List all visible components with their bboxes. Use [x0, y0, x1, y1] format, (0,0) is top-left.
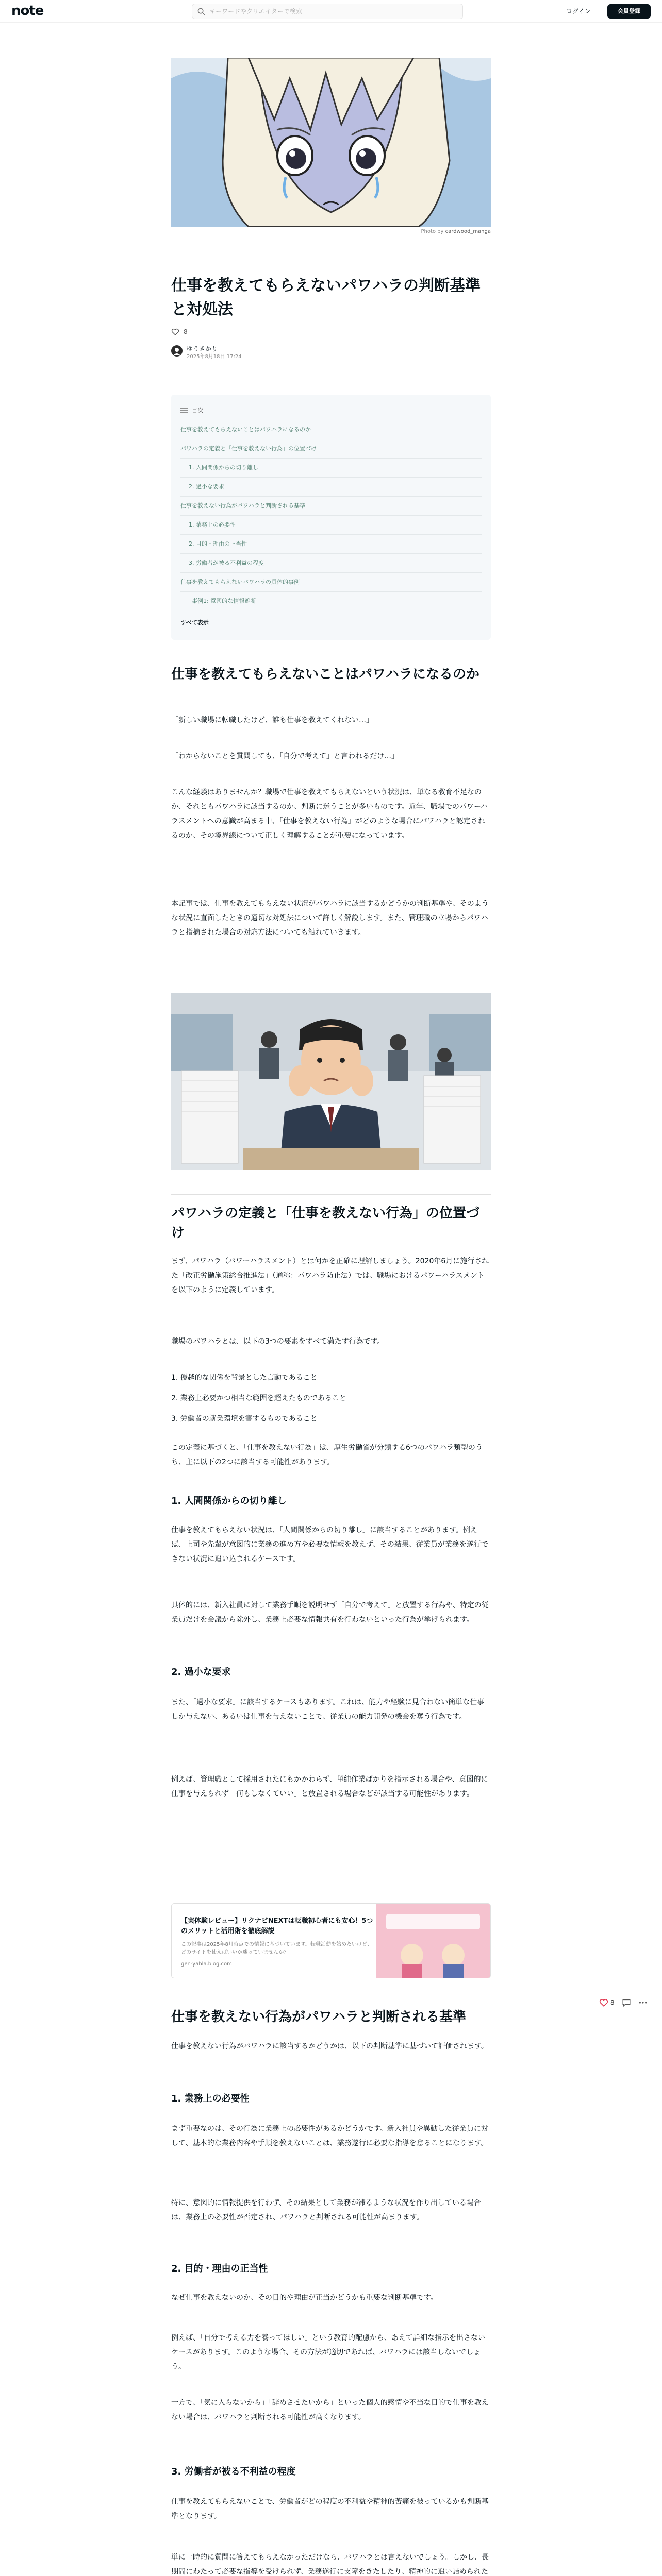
- likes-row: [171, 328, 491, 336]
- paragraph: まず、パワハラ（パワーハラスメント）とは何かを正確に理解しましょう。2020年6月に施行された「改正労働施策総合推進法」（通称：パワハラ防止法）では、職場におけるパワーハラスメントを以下のように定義しています。: [171, 1257, 489, 1294]
- paragraph: 本記事では、仕事を教えてもらえない状況がパワハラに該当するかどうかの判断基準や、そのような状況に直面したときの適切な対処法について詳しく解説します。また、管理職の立場からパワハラと指摘された場合の対応方法についても触れていきます。: [171, 900, 489, 937]
- search-icon: [197, 8, 205, 15]
- list-item: 1. 優越的な関係を背景とした言動であること: [171, 1374, 318, 1382]
- floating-actions: [599, 1998, 648, 2007]
- list-item: 3. 労働者の就業環境を害するものであること: [171, 1415, 318, 1423]
- hero-image: [171, 58, 491, 227]
- toc-item[interactable]: 仕事を教えてもらえないことはパワハラになるのか: [180, 420, 482, 439]
- toc-header: [180, 406, 482, 414]
- signup-button[interactable]: 会員登録: [607, 4, 651, 19]
- paragraph: まず重要なのは、その行為に業務上の必要性があるかどうかです。新入社員や異動した従業員に対して、基本的な業務内容や手順を教えないことは、業務遂行に必要な指導を怠ることになります。: [171, 2125, 488, 2147]
- link-card-thumbnail: [376, 1904, 490, 1978]
- subsection-heading: 2. 目的・理由の正当性: [171, 2263, 268, 2274]
- paragraph: 「新しい職場に転職したけど、誰も仕事を教えてくれない…」: [171, 716, 373, 724]
- photo-credit-name[interactable]: cardwood_manga: [445, 229, 491, 234]
- list-icon: [180, 407, 188, 413]
- paragraph: 「わからないことを質問しても、「自分で考えて」と言われるだけ…」: [171, 752, 399, 760]
- toc-item[interactable]: 仕事を教えない行為がパワハラと判断される基準: [180, 497, 482, 516]
- section-heading: 仕事を教えない行為がパワハラと判断される基準: [171, 2009, 467, 2025]
- publish-date: 2025年8月18日 17:24: [187, 354, 242, 360]
- paragraph: こんな経験はありませんか？職場で仕事を教えてもらえないという状況は、単なる教育不足なのか、それともパワハラに該当するのか、判断に迷うことが多いものです。近年、職場でのパワーハラスメントへの意識が高まる中、「仕事を教えない行為」がどのような場合にパワハラと認定されるのか、その境界線について正しく理解することが重要になっています。: [171, 788, 488, 840]
- paragraph: 仕事を教えない行為がパワハラに該当するかどうかは、以下の判断基準に基づいて評価されます。: [171, 2042, 488, 2050]
- paragraph: 例えば、「自分で考える力を養ってほしい」という教育的配慮から、あえて詳細な指示を出さないケースがあります。このような場合、その方法が適切であれば、パワハラには該当しないでしょう。: [171, 2334, 485, 2371]
- photo-credit: [171, 229, 491, 234]
- subsection-heading: 1. 業務上の必要性: [171, 2093, 250, 2104]
- paragraph: 仕事を教えてもらえないことで、労働者がどの程度の不利益や精神的苦痛を被っているかも判断基準となります。: [171, 2498, 489, 2520]
- link-card-title[interactable]: 【実体験レビュー】リクナビNEXTは転職初心者にも安心！5つのメリットと活用術を徹底解説: [181, 1917, 373, 1935]
- paragraph: 単に一時的に質問に答えてもらえなかっただけなら、パワハラとは言えないでしょう。しかし、長期間にわたって必要な指導を受けられず、業務遂行に支障をきたしたり、精神的に追い詰められた: [171, 2553, 489, 2576]
- subsection-heading: 1. 人間関係からの切り離し: [171, 1496, 287, 1506]
- paragraph: 職場のパワハラとは、以下の3つの要素をすべて満たす行為です。: [171, 1337, 385, 1346]
- login-button[interactable]: ログイン: [566, 8, 591, 15]
- more-options-icon[interactable]: [638, 1998, 648, 2007]
- heart-icon[interactable]: [171, 328, 179, 336]
- article-title: 仕事を教えてもらえないパワハラの判断基準と対処法: [171, 277, 481, 318]
- divider: [171, 1194, 491, 1195]
- avatar[interactable]: [171, 345, 183, 357]
- toc-item[interactable]: 2. 目的・理由の正当性: [180, 535, 482, 554]
- author-block: [171, 345, 491, 361]
- toc-item[interactable]: 3. 労働者が被る不利益の程度: [180, 554, 482, 573]
- section-heading: 仕事を教えてもらえないことはパワハラになるのか: [171, 667, 480, 682]
- toc-label: 目次: [192, 407, 203, 414]
- site-header: [0, 0, 662, 23]
- paragraph: 一方で、「気に入らないから」「辞めさせたいから」といった個人的感情や不当な目的で仕事を教えない場合は、パワハラと判断される可能性が高くなります。: [171, 2399, 489, 2421]
- toc-item[interactable]: 2. 過小な要求: [180, 478, 482, 497]
- author-name[interactable]: ゆうきかり: [187, 345, 218, 352]
- toc-item[interactable]: 仕事を教えてもらえないパワハラの具体的事例: [180, 573, 482, 592]
- toc-show-all-button[interactable]: すべて表示: [180, 619, 209, 626]
- subsection-heading: 3. 労働者が被る不利益の程度: [171, 2466, 296, 2477]
- table-of-contents: [171, 395, 491, 640]
- paragraph: 具体的には、新入社員に対して業務手順を説明せず「自分で考えて」と放置する行為や、特定の従業員だけを会議から除外し、業務上必要な情報共有を行わないといった行為が挙げられます。: [171, 1601, 489, 1624]
- paragraph: 例えば、管理職として採用されたにもかかわらず、単純作業ばかりを指示される場合や、意図的に仕事を与えられず「何もしなくていい」と放置される場合などが該当する可能性があります。: [171, 1775, 488, 1798]
- office-illustration: [171, 993, 491, 1170]
- paragraph: 特に、意図的に情報提供を行わず、その結果として業務が滞るような状況を作り出している場合は、業務上の必要性が否定され、パワハラと判断される可能性が高まります。: [171, 2199, 481, 2222]
- subsection-heading: 2. 過小な要求: [171, 1667, 231, 1677]
- toc-item[interactable]: 事例1: 意図的な情報遮断: [180, 592, 482, 611]
- search-box[interactable]: [192, 4, 463, 19]
- paragraph: なぜ仕事を教えないのか、その目的や理由が正当かどうかも重要な判断基準です。: [171, 2294, 438, 2302]
- paragraph: この定義に基づくと、「仕事を教えない行為」は、厚生労働省が分類する6つのパワハラ類型のうち、主に以下の2つに該当する可能性があります。: [171, 1444, 483, 1466]
- likes-count[interactable]: 8: [184, 328, 188, 335]
- floating-likes-count[interactable]: 8: [610, 1999, 615, 2006]
- requirements-list: [171, 1370, 491, 1426]
- toc-item[interactable]: 1. 人間関係からの切り離し: [180, 459, 482, 478]
- link-card-description: この記事は2025年8月時点での情報に基づいています。転職活動を始めたいけど、どのサイトを使えばいいか迷っていませんか？: [181, 1942, 373, 1955]
- link-card-url: gen-yabla.blog.com: [181, 1961, 232, 1967]
- toc-item[interactable]: 1. 業務上の必要性: [180, 516, 482, 535]
- search-input[interactable]: [209, 8, 446, 15]
- heart-icon[interactable]: [599, 1998, 608, 2007]
- section-heading: パワハラの定義と「仕事を教えない行為」の位置づけ: [171, 1206, 480, 1241]
- comment-icon[interactable]: [622, 1998, 631, 2007]
- toc-item[interactable]: パワハラの定義と「仕事を教えない行為」の位置づけ: [180, 439, 482, 459]
- photo-credit-prefix: Photo by: [421, 229, 444, 234]
- list-item: 2. 業務上必要かつ相当な範囲を超えたものであること: [171, 1394, 346, 1402]
- paragraph: また、「過小な要求」に該当するケースもあります。これは、能力や経験に見合わない簡単な仕事しか与えない、あるいは仕事を与えないことで、従業員の能力開発の機会を奪う行為です。: [171, 1698, 485, 1721]
- note-logo[interactable]: note: [11, 3, 44, 19]
- link-card[interactable]: [171, 1903, 491, 1978]
- paragraph: 仕事を教えてもらえない状況は、「人間関係からの切り離し」に該当することがあります。例えば、上司や先輩が意図的に業務の進め方や必要な情報を教えず、その結果、従業員が業務を遂行できない状況に追い込まれるケースです。: [171, 1526, 488, 1563]
